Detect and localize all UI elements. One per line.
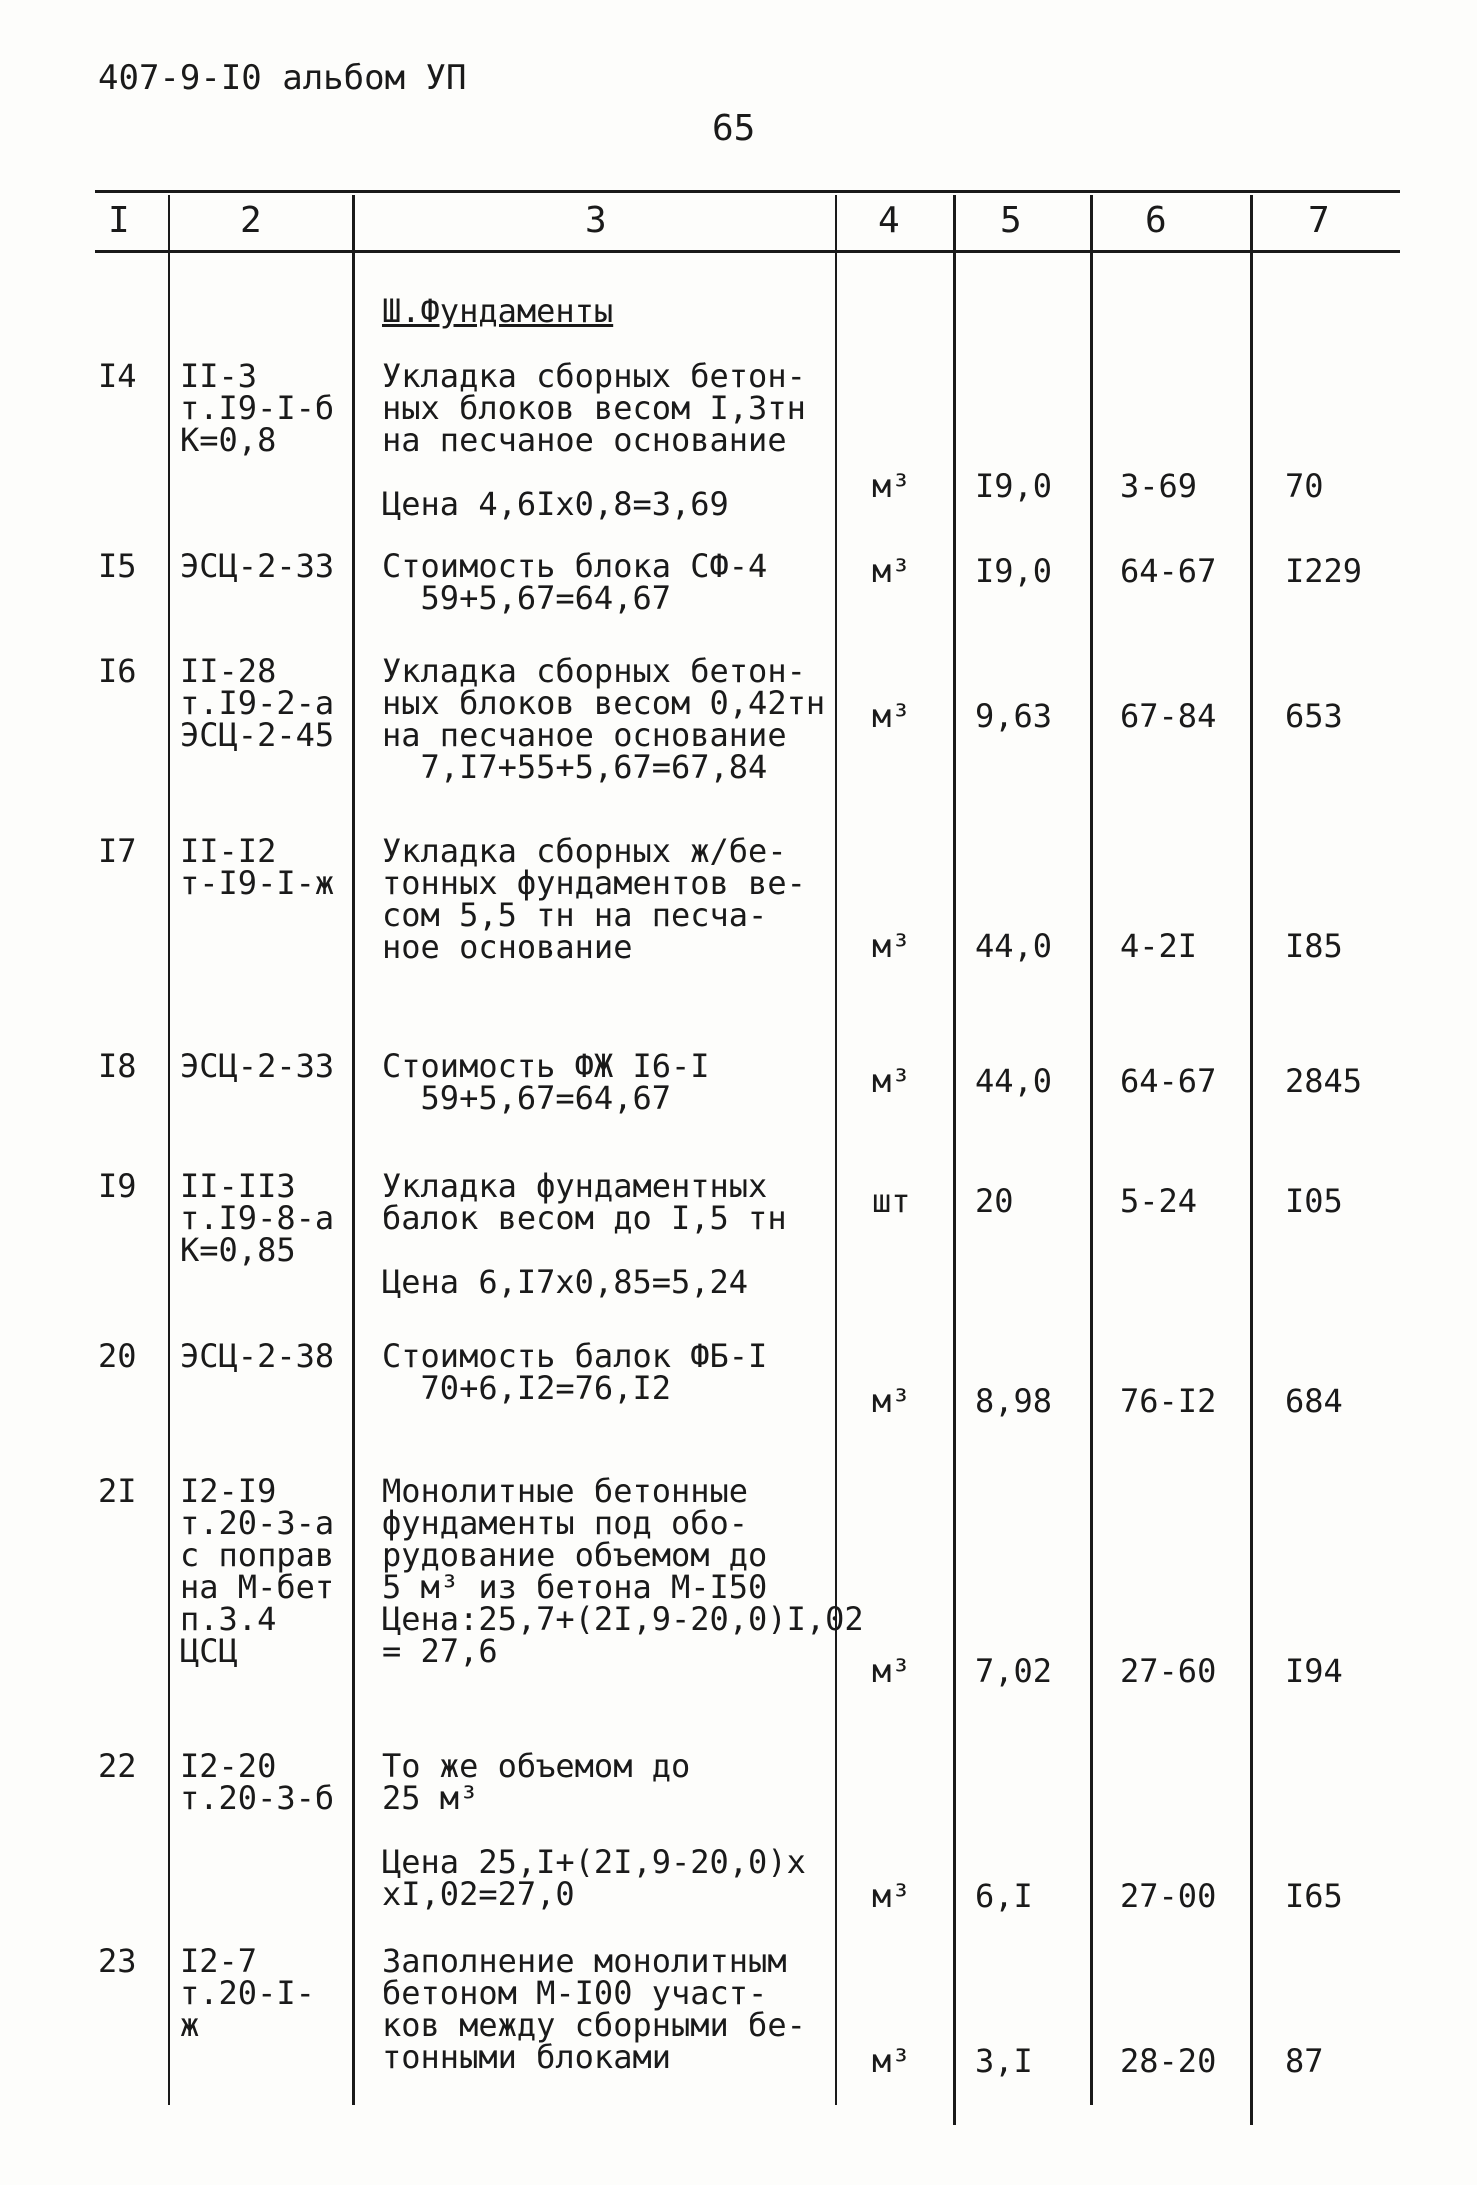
rate-code-line: т.I9-8-а (180, 1199, 335, 1237)
column-header-7: 7 (1308, 200, 1330, 241)
rate-code (180, 1747, 335, 1817)
row-number: I8 (98, 1047, 137, 1085)
rate-code (180, 652, 335, 754)
work-description-line: Цена 4,6Iх0,8=3,69 (382, 485, 729, 523)
unit: м³ (872, 1877, 911, 1915)
rate-code-line: т.20-3-б (180, 1779, 335, 1817)
column-divider (1250, 195, 1253, 2125)
work-description-line: бетоном М-I00 участ- (382, 1974, 768, 2012)
row-number: 22 (98, 1747, 137, 1785)
rate-code-line: т.20-3-а (180, 1504, 335, 1542)
rate-code-line: ЭСЦ-2-33 (180, 1047, 335, 1085)
total-cost: 653 (1285, 697, 1343, 735)
unit-price: 28-20 (1120, 2042, 1217, 2080)
column-header-1: I (108, 200, 130, 241)
rate-code-line: К=0,85 (180, 1231, 296, 1269)
work-description-line: балок весом до I,5 тн (382, 1199, 787, 1237)
work-description-line: То же объемом до (382, 1747, 691, 1785)
unit: шт (872, 1182, 911, 1220)
rate-code (180, 832, 335, 902)
work-description-line: 25 м³ (382, 1779, 479, 1817)
rate-code-line: ж (180, 2006, 200, 2044)
total-cost: 2845 (1285, 1062, 1363, 1100)
row-number: I6 (98, 652, 137, 690)
column-divider (168, 195, 170, 2105)
unit: м³ (872, 697, 911, 735)
unit-price: 4-2I (1120, 927, 1198, 965)
total-cost: I85 (1285, 927, 1343, 965)
table-top-rule (95, 190, 1400, 193)
work-description-line: ных блоков весом 0,42тн (382, 684, 826, 722)
work-description-line: Укладка сборных бетон- (382, 357, 806, 395)
rate-code-line: ЭСЦ-2-45 (180, 716, 335, 754)
quantity: 7,02 (975, 1652, 1053, 1690)
rate-code-line: I2-20 (180, 1747, 277, 1785)
work-description (382, 832, 806, 966)
work-description-line: Стоимость блока СФ-4 (382, 547, 768, 585)
rate-code-line: II-I2 (180, 832, 277, 870)
quantity: 44,0 (975, 927, 1053, 965)
rate-code (180, 357, 335, 459)
table-header-rule (95, 250, 1400, 253)
work-description-line: рудование объемом до (382, 1536, 768, 1574)
quantity: 3,I (975, 2042, 1033, 2080)
row-number: I7 (98, 832, 137, 870)
work-description (382, 1167, 787, 1301)
rate-code (180, 1942, 315, 2044)
rate-code-line: т.I9-I-б (180, 389, 335, 427)
work-description-line: сом 5,5 тн на песча- (382, 896, 768, 934)
row-number: I5 (98, 547, 137, 585)
row-number: 20 (98, 1337, 137, 1375)
work-description-line: Цена 6,I7х0,85=5,24 (382, 1263, 749, 1301)
column-header-4: 4 (878, 200, 900, 241)
column-divider (953, 195, 956, 2125)
work-description-line: Заполнение монолитным (382, 1942, 787, 1980)
unit: м³ (872, 1652, 911, 1690)
rate-code-line: т.20-I- (180, 1974, 315, 2012)
unit: м³ (872, 1062, 911, 1100)
work-description-line: 5 м³ из бетона М-I50 (382, 1568, 768, 1606)
column-header-3: 3 (585, 200, 607, 241)
rate-code-line: ЭСЦ-2-38 (180, 1337, 335, 1375)
unit-price: 27-60 (1120, 1652, 1217, 1690)
rate-code (180, 547, 335, 585)
work-description-line: xI,02=27,0 (382, 1875, 575, 1913)
column-divider (1090, 195, 1093, 2105)
unit-price: 67-84 (1120, 697, 1217, 735)
rate-code-line: II-28 (180, 652, 277, 690)
work-description (382, 1747, 806, 1913)
unit-price: 5-24 (1120, 1182, 1198, 1220)
work-description-line: Цена 25,I+(2I,9-20,0)х (382, 1843, 806, 1881)
column-header-5: 5 (1000, 200, 1022, 241)
column-divider (352, 195, 355, 2105)
column-header-6: 6 (1145, 200, 1167, 241)
rate-code-line: ЭСЦ-2-33 (180, 547, 335, 585)
unit: м³ (872, 552, 911, 590)
work-description-line (382, 456, 806, 488)
quantity: 9,63 (975, 697, 1053, 735)
rate-code-line: ЦСЦ (180, 1632, 238, 1670)
work-description-line (382, 1814, 806, 1846)
section-title: Ш.Фундаменты (382, 292, 614, 330)
rate-code (180, 1472, 335, 1670)
work-description-line: Укладка фундаментных (382, 1167, 768, 1205)
work-description-line: 7,I7+55+5,67=67,84 (382, 748, 768, 786)
quantity: 6,I (975, 1877, 1033, 1915)
work-description-line: 59+5,67=64,67 (382, 1079, 671, 1117)
total-cost: I229 (1285, 552, 1363, 590)
work-description-line: Укладка сборных ж/бе- (382, 832, 787, 870)
work-description-line: фундаменты под обо- (382, 1504, 749, 1542)
work-description-line: = 27,6 (382, 1632, 498, 1670)
work-description-line: ков между сборными бе- (382, 2006, 806, 2044)
header-code: 407-9-I0 альбом УП (98, 58, 467, 98)
rate-code (180, 1047, 335, 1085)
unit: м³ (872, 1382, 911, 1420)
rate-code-line: К=0,8 (180, 421, 277, 459)
total-cost: I65 (1285, 1877, 1343, 1915)
work-description-line: ное основание (382, 928, 633, 966)
rate-code-line: с поправ (180, 1536, 335, 1574)
column-divider (835, 195, 837, 2105)
work-description (382, 1942, 806, 2076)
work-description (382, 1472, 864, 1670)
rate-code (180, 1337, 335, 1375)
unit-price: 3-69 (1120, 467, 1198, 505)
row-number: 23 (98, 1942, 137, 1980)
rate-code-line: I2-7 (180, 1942, 258, 1980)
work-description-line (382, 1234, 787, 1266)
work-description-line: ных блоков весом I,3тн (382, 389, 806, 427)
unit-price: 64-67 (1120, 552, 1217, 590)
work-description-line: тонных фундаментов ве- (382, 864, 806, 902)
work-description-line: Стоимость балок ФБ-I (382, 1337, 768, 1375)
work-description-line: на песчаное основание (382, 421, 787, 459)
unit-price: 64-67 (1120, 1062, 1217, 1100)
total-cost: I94 (1285, 1652, 1343, 1690)
row-number: I9 (98, 1167, 137, 1205)
rate-code-line: т-I9-I-ж (180, 864, 335, 902)
total-cost: 87 (1285, 2042, 1324, 2080)
quantity: 20 (975, 1182, 1014, 1220)
work-description-line: на песчаное основание (382, 716, 787, 754)
row-number: I4 (98, 357, 137, 395)
unit-price: 76-I2 (1120, 1382, 1217, 1420)
rate-code-line: I2-I9 (180, 1472, 277, 1510)
work-description (382, 547, 768, 617)
row-number: 2I (98, 1472, 137, 1510)
work-description-line: 59+5,67=64,67 (382, 579, 671, 617)
work-description-line: Монолитные бетонные (382, 1472, 749, 1510)
total-cost: 684 (1285, 1382, 1343, 1420)
work-description-line: Укладка сборных бетон- (382, 652, 806, 690)
unit: м³ (872, 927, 911, 965)
rate-code-line: на М-бет (180, 1568, 335, 1606)
unit: м³ (872, 2042, 911, 2080)
work-description (382, 652, 826, 786)
page-number: 65 (712, 108, 756, 149)
total-cost: I05 (1285, 1182, 1343, 1220)
column-header-2: 2 (240, 200, 262, 241)
work-description-line: 70+6,I2=76,I2 (382, 1369, 671, 1407)
unit: м³ (872, 467, 911, 505)
work-description-line: тонными блоками (382, 2038, 671, 2076)
work-description (382, 1337, 768, 1407)
work-description (382, 357, 806, 523)
rate-code (180, 1167, 335, 1269)
work-description-line: Стоимость ФЖ I6-I (382, 1047, 710, 1085)
quantity: 8,98 (975, 1382, 1053, 1420)
rate-code-line: т.I9-2-а (180, 684, 335, 722)
rate-code-line: II-II3 (180, 1167, 296, 1205)
work-description (382, 1047, 710, 1117)
rate-code-line: п.3.4 (180, 1600, 277, 1638)
unit-price: 27-00 (1120, 1877, 1217, 1915)
quantity: I9,0 (975, 552, 1053, 590)
rate-code-line: II-3 (180, 357, 258, 395)
total-cost: 70 (1285, 467, 1324, 505)
work-description-line: Цена:25,7+(2I,9-20,0)I,02 (382, 1600, 864, 1638)
quantity: I9,0 (975, 467, 1053, 505)
quantity: 44,0 (975, 1062, 1053, 1100)
